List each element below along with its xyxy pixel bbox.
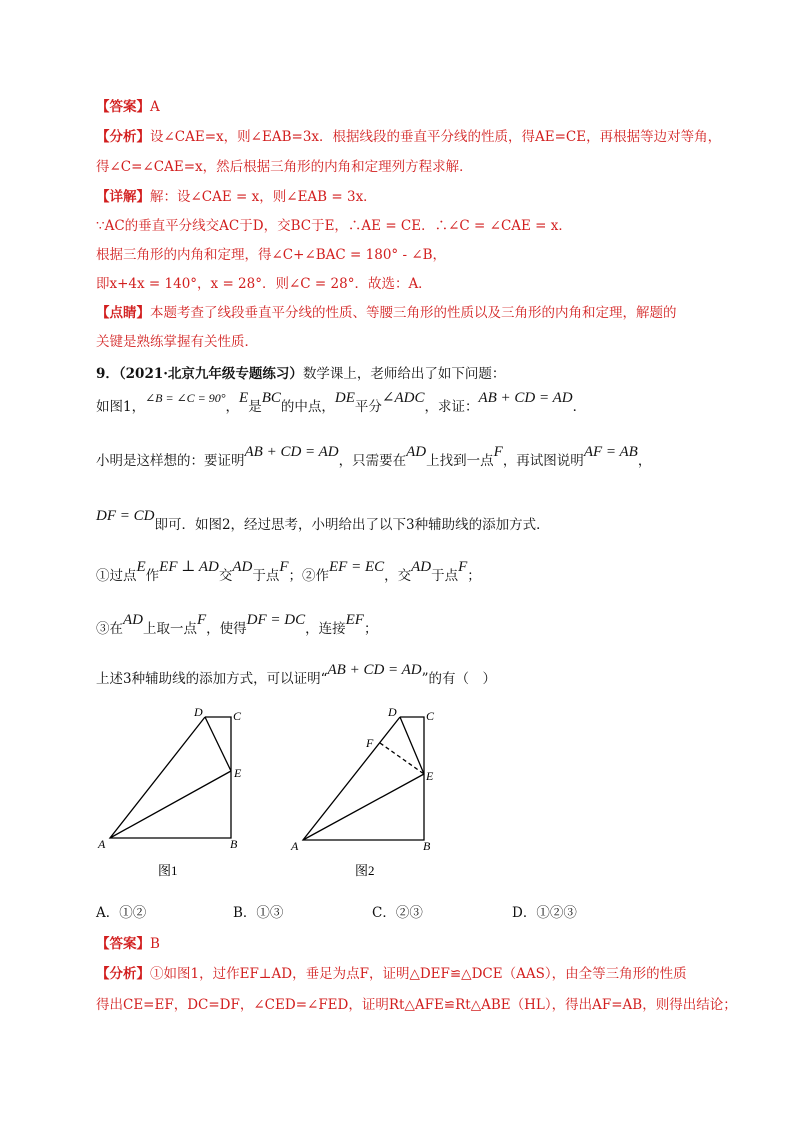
math: AF = AB bbox=[583, 444, 638, 460]
math: DF = DC bbox=[246, 612, 306, 628]
question-number: 9． bbox=[96, 366, 119, 382]
figures bbox=[0, 700, 800, 900]
fig1-segment-de bbox=[205, 717, 231, 771]
text: ； bbox=[363, 621, 378, 637]
detail-label: 【详解】 bbox=[96, 189, 150, 205]
figure-2 bbox=[303, 717, 424, 840]
text: ， bbox=[225, 399, 240, 415]
text: ，只需要在 bbox=[338, 453, 407, 469]
q9-analysis-line-1 bbox=[96, 965, 687, 983]
text: ①过点 bbox=[96, 568, 137, 584]
fig2-segment-de bbox=[400, 717, 424, 774]
math: ∠B = ∠C = 90° bbox=[145, 391, 226, 405]
q9-line-3 bbox=[96, 508, 550, 534]
math: F bbox=[197, 612, 207, 628]
option-b[interactable]: B．①③ bbox=[233, 905, 284, 921]
q9-line-5 bbox=[96, 612, 378, 638]
q8-analysis-line-1 bbox=[96, 128, 721, 146]
fig1-label-e: E bbox=[234, 766, 242, 780]
detail-text: 解：设∠CAE = x，则∠EAB = 3x． bbox=[150, 189, 377, 205]
q8-detail-line-2: ∵AC的垂直平分线交AC于D，交BC于E，∴AE = CE．∴∠C = ∠CAE = x． bbox=[96, 218, 572, 234]
q8-comment-line-1 bbox=[96, 304, 677, 322]
text: 是 bbox=[248, 399, 262, 415]
answer-label: 【答案】 bbox=[96, 936, 150, 952]
math: ∠ADC bbox=[381, 390, 425, 406]
q9-line-4 bbox=[96, 559, 481, 585]
comment-label: 【点睛】 bbox=[96, 305, 150, 321]
text: ，再试图说明 bbox=[502, 453, 584, 469]
text: ，交 bbox=[384, 568, 412, 584]
q8-detail-line-3: 根据三角形的内角和定理，得∠C+∠BAC = 180° - ∠B， bbox=[96, 247, 447, 263]
text: 交 bbox=[218, 568, 233, 584]
fig2-segment-ae bbox=[303, 774, 424, 840]
q9-answer-line bbox=[96, 935, 160, 953]
math: F bbox=[493, 444, 503, 460]
fig2-caption: 图2 bbox=[355, 863, 375, 878]
q8-comment-line-2: 关键是熟练掌握有关性质． bbox=[96, 334, 258, 350]
text: 上取一点 bbox=[143, 621, 197, 637]
q8-detail-line-4: 即x+4x = 140°，x = 28°．则∠C = 28°．故选：A． bbox=[96, 276, 432, 292]
math: AB + CD = AD bbox=[327, 662, 422, 678]
math: EF ⊥ AD bbox=[159, 559, 219, 575]
answer-value: A bbox=[150, 99, 160, 115]
q8-answer-line bbox=[96, 98, 160, 116]
q9-line-2 bbox=[96, 444, 652, 470]
fig2-label-f: F bbox=[366, 736, 374, 750]
math: DE bbox=[334, 390, 355, 406]
analysis-text: ①如图1，过作EF⊥AD，垂足为点F，证明△DEF≌△DCE（AAS），由全等三角形的性质 bbox=[150, 966, 687, 982]
text: 于点 bbox=[431, 568, 459, 584]
text: ， bbox=[637, 453, 652, 469]
math: AD bbox=[123, 612, 143, 628]
text: 于点 bbox=[252, 568, 280, 584]
math: AD bbox=[406, 444, 427, 460]
answer-value: B bbox=[150, 936, 160, 952]
text: 上述3种辅助线的添加方式，可以证明“ bbox=[96, 671, 328, 687]
math: F bbox=[458, 559, 468, 575]
option-a[interactable]: A．①② bbox=[96, 905, 147, 921]
q8-analysis-line-2: 得∠C=∠CAE=x，然后根据三角形的内角和定理列方程求解． bbox=[96, 159, 473, 175]
math: F bbox=[279, 559, 289, 575]
comment-text: 本题考查了线段垂直平分线的性质、等腰三角形的性质以及三角形的内角和定理，解题的 bbox=[150, 305, 677, 321]
q8-detail-line-1 bbox=[96, 188, 377, 206]
math: AD bbox=[232, 559, 253, 575]
text: ，连接 bbox=[305, 621, 346, 637]
fig1-caption: 图1 bbox=[158, 863, 178, 878]
fig1-label-a: A bbox=[98, 837, 106, 851]
q9-analysis-line-2: 得出CE=EF，DC=DF，∠CED=∠FED，证明Rt△AFE≌Rt△ABE（HL），得出AF=AB，则得出结论； bbox=[96, 997, 737, 1013]
text: ，使得 bbox=[206, 621, 247, 637]
text: ． bbox=[572, 399, 587, 415]
math: E bbox=[136, 559, 146, 575]
analysis-label: 【分析】 bbox=[96, 966, 150, 982]
question-intro: 数学课上，老师给出了如下问题： bbox=[302, 366, 506, 382]
q9-line-6 bbox=[96, 662, 497, 688]
text: 的中点， bbox=[280, 399, 335, 415]
answer-label: 【答案】 bbox=[96, 99, 150, 115]
fig1-label-b: B bbox=[230, 837, 238, 851]
figure-1 bbox=[110, 717, 231, 838]
analysis-label: 【分析】 bbox=[96, 129, 150, 145]
fig2-label-b: B bbox=[423, 839, 431, 853]
text: ； bbox=[467, 568, 481, 584]
math: AD bbox=[411, 559, 432, 575]
math: AB + CD = AD bbox=[478, 390, 573, 406]
fig1-label-c: C bbox=[233, 709, 242, 723]
fig2-label-e: E bbox=[426, 769, 434, 783]
text: ，求证： bbox=[424, 399, 479, 415]
math: EF = EC bbox=[329, 559, 385, 575]
text: ③在 bbox=[96, 621, 123, 637]
fig2-label-d: D bbox=[388, 705, 397, 719]
text: 平分 bbox=[354, 399, 382, 415]
question-source: （2021·北京九年级专题练习） bbox=[118, 366, 303, 382]
fig1-quadrilateral bbox=[110, 717, 231, 838]
option-c[interactable]: C．②③ bbox=[372, 905, 423, 921]
analysis-text: 设∠CAE=x，则∠EAB=3x．根据线段的垂直平分线的性质，得AE=CE，再根据等边对等角， bbox=[150, 129, 722, 145]
fig2-quadrilateral bbox=[303, 717, 424, 840]
q9-line-1 bbox=[96, 390, 587, 416]
option-d[interactable]: D．①②③ bbox=[512, 905, 577, 921]
math: AB + CD = AD bbox=[244, 444, 339, 460]
math: E bbox=[239, 390, 249, 406]
fig1-segment-ae bbox=[110, 771, 231, 838]
fig1-label-d: D bbox=[194, 705, 203, 719]
text: ”的有（ ） bbox=[421, 671, 497, 687]
fig2-label-a: A bbox=[291, 839, 299, 853]
text: 作 bbox=[145, 568, 160, 584]
text: 上找到一点 bbox=[426, 453, 494, 469]
text: 即可．如图2，经过思考，小明给出了以下3种辅助线的添加方式． bbox=[154, 517, 550, 533]
text: 小明是这样想的：要证明 bbox=[96, 453, 245, 469]
text: 如图1， bbox=[96, 399, 146, 415]
math: BC bbox=[261, 390, 281, 406]
math: DF = CD bbox=[96, 508, 155, 524]
math: EF bbox=[345, 612, 364, 628]
fig2-label-c: C bbox=[426, 709, 435, 723]
text: ；②作 bbox=[288, 568, 329, 584]
q9-header bbox=[96, 365, 505, 383]
